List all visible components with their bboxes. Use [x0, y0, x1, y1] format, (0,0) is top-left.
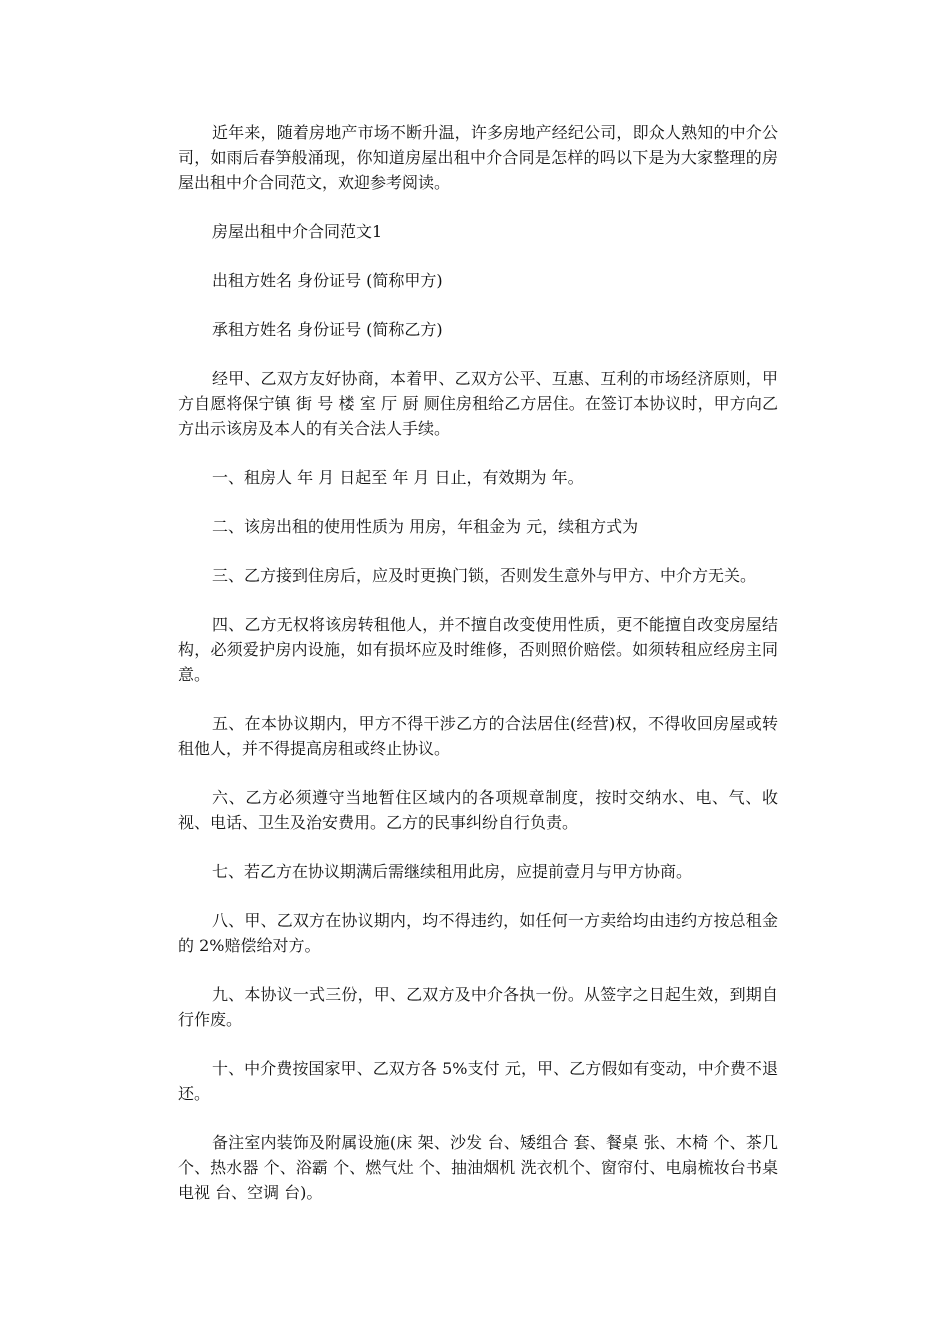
clause-7: 七、若乙方在协议期满后需继续租用此房，应提前壹月与甲方协商。 — [212, 862, 693, 881]
clause-9: 九、本协议一式三份，甲、乙双方及中介各执一份。从签字之日起生效，到期自行作废。 — [178, 985, 778, 1029]
clause-2: 二、该房出租的使用性质为 用房，年租金为 元，续租方式为 — [212, 517, 639, 536]
preamble-paragraph: 经甲、乙双方友好协商，本着甲、乙双方公平、互惠、互利的市场经济原则，甲方自愿将保宁镇 街 号 楼 室 厅 厨 厕住房租给乙方居住。在签订本协议时，甲方向乙方出示该房及本人的有关合法人手续。 — [178, 369, 778, 438]
clause-4: 四、乙方无权将该房转租他人，并不擅自改变使用性质，更不能擅自改变房屋结构，必须爱护房内设施，如有损坏应及时维修，否则照价赔偿。如须转租应经房主同意。 — [178, 615, 778, 684]
document-body — [178, 120, 778, 1229]
clause-8: 八、甲、乙双方在协议期内，均不得违约，如任何一方卖给均由违约方按总租金的 2%赔偿给对方。 — [178, 911, 778, 955]
remarks-paragraph: 备注室内装饰及附属设施(床 架、沙发 台、矮组合 套、餐桌 张、木椅 个、茶几 个、热水器 个、浴霸 个、燃气灶 个、抽油烟机 洗衣机个、窗帘付、电扇梳妆台书桌电视 台、空调 台)。 — [178, 1133, 778, 1202]
contract-title: 房屋出租中介合同范文1 — [212, 222, 383, 241]
clause-5: 五、在本协议期内，甲方不得干涉乙方的合法居住(经营)权，不得收回房屋或转租他人，并不得提高房租或终止协议。 — [178, 714, 778, 758]
clause-10: 十、中介费按国家甲、乙双方各 5%支付 元，甲、乙方假如有变动，中介费不退还。 — [178, 1059, 778, 1103]
clause-3: 三、乙方接到住房后，应及时更换门锁，否则发生意外与甲方、中介方无关。 — [212, 566, 757, 585]
lessee-line: 承租方姓名 身份证号 (简称乙方) — [212, 320, 443, 339]
intro-paragraph: 近年来，随着房地产市场不断升温，许多房地产经纪公司，即众人熟知的中介公司，如雨后春笋般涌现，你知道房屋出租中介合同是怎样的吗以下是为大家整理的房屋出租中介合同范文，欢迎参考阅读。 — [178, 123, 778, 192]
clause-1: 一、租房人 年 月 日起至 年 月 日止，有效期为 年。 — [212, 468, 584, 487]
lessor-line: 出租方姓名 身份证号 (简称甲方) — [212, 271, 443, 290]
clause-6: 六、乙方必须遵守当地暂住区域内的各项规章制度，按时交纳水、电、气、收视、电话、卫生及治安费用。乙方的民事纠纷自行负责。 — [178, 788, 778, 832]
